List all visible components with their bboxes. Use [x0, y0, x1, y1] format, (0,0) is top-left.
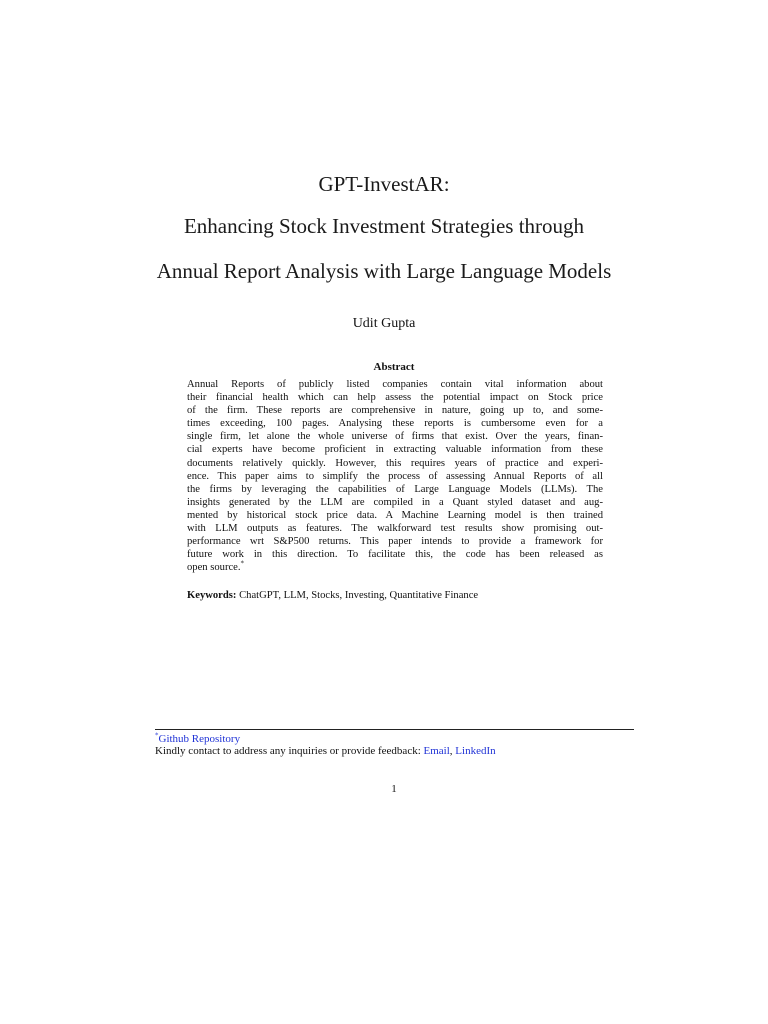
abstract-line: documents relatively quickly. However, this requires years of practice and experi- [187, 457, 603, 469]
footnote-mark: * [155, 731, 159, 740]
author-name: Udit Gupta [352, 316, 416, 331]
github-repository-link[interactable]: Github Repository [158, 733, 241, 745]
title-small-caps: AR [414, 172, 444, 196]
title-line-2: Enhancing Stock Investment Strategies through [183, 214, 585, 238]
keywords-text: ChatGPT, LLM, Stocks, Investing, Quantitative Finance [236, 590, 479, 601]
link-separator: , [449, 745, 456, 757]
abstract-line: cial experts have become proficient in extracting valuable information from these [187, 444, 603, 456]
abstract-line: future work in this direction. To facilitate this, the code has been released as [187, 549, 603, 561]
email-link[interactable]: Email [423, 745, 450, 757]
abstract-line: mented by historical stock price data. A Machine Learning model is then trained [187, 509, 603, 521]
abstract-body [187, 378, 603, 574]
abstract-line: insights generated by the LLM are compiled in a Quant styled dataset and aug- [187, 496, 603, 508]
footnote-reference[interactable]: * [240, 559, 245, 568]
abstract-line: with LLM outputs as features. The walkforward test results show promising out- [187, 523, 603, 535]
abstract-line: the firms by leveraging the capabilities of Large Language Models (LLMs). The [187, 483, 603, 495]
page-number: 1 [391, 783, 397, 795]
title-suffix: : [443, 172, 450, 196]
abstract-last-line [187, 561, 603, 574]
abstract-last-line-text: open source. [187, 562, 241, 574]
title-line-3: Annual Report Analysis with Large Language Models [156, 259, 612, 283]
abstract-heading: Abstract [373, 361, 415, 373]
abstract-line: ence. This paper aims to simplify the process of assessing Annual Reports of all [187, 470, 603, 482]
abstract-line: times exceeding, 100 pages. Analysing these reports is cumbersome even for a [187, 418, 603, 430]
title-line-1 [0, 172, 768, 197]
abstract-line: single firm, let alone the whole universe of firms that exist. Over the years, finan- [187, 431, 603, 443]
footnote-contact [155, 745, 496, 757]
keywords-label: Keywords: [187, 590, 237, 601]
keywords [187, 590, 478, 601]
footnote-github [155, 733, 240, 745]
abstract-line: their financial health which can help assess the potential impact on Stock price [187, 392, 603, 404]
linkedin-link[interactable]: LinkedIn [455, 745, 496, 757]
title-prefix: GPT-Invest [318, 172, 415, 196]
abstract-line: performance wrt S&P500 returns. This paper intends to provide a framework for [187, 536, 603, 548]
abstract-line: of the firm. These reports are comprehensive in nature, going up to, and some- [187, 405, 603, 417]
abstract-line: Annual Reports of publicly listed companies contain vital information about [187, 379, 603, 390]
contact-text: Kindly contact to address any inquiries or provide feedback: [155, 745, 424, 757]
footnote-divider [155, 729, 634, 730]
